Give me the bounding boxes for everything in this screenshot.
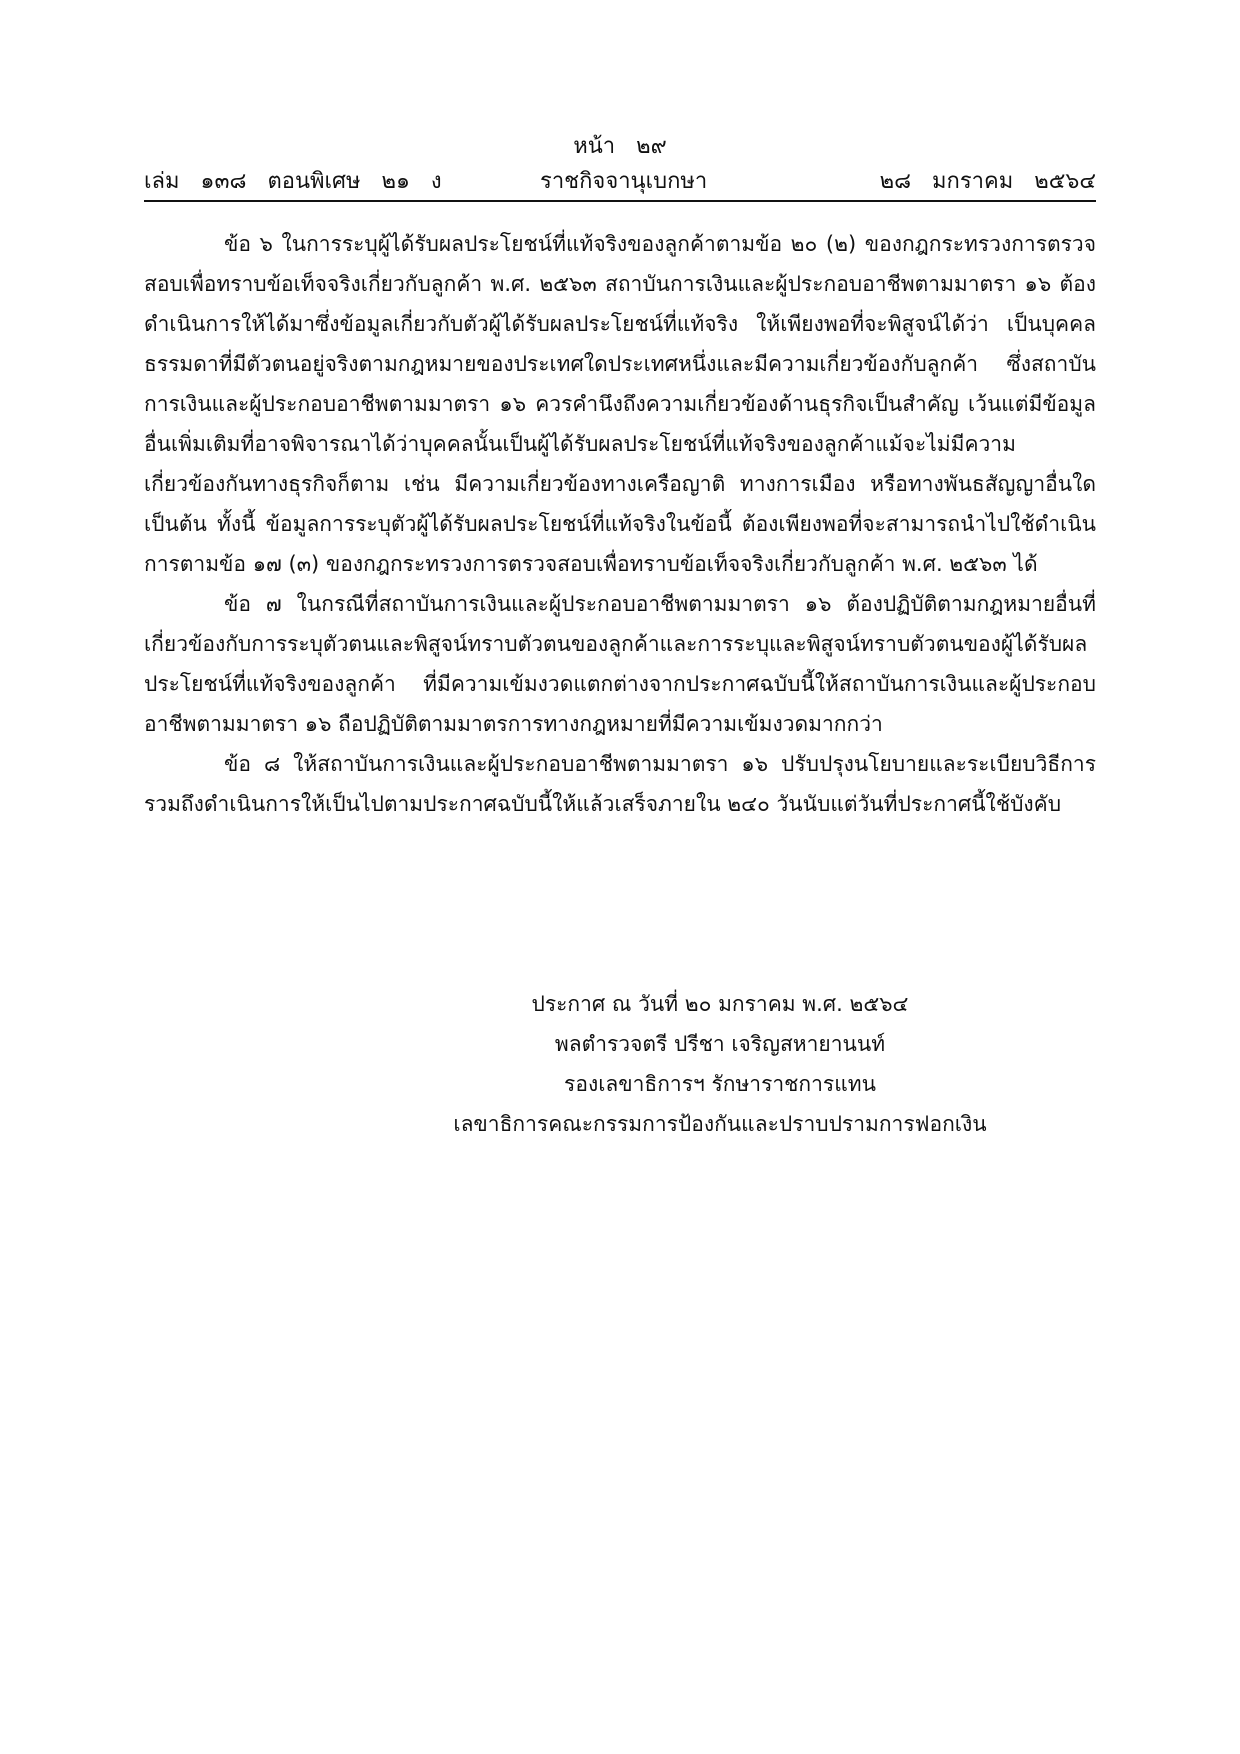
clause-8: ข้อ ๘ ให้สถาบันการเงินและผู้ประกอบอาชีพตามมาตรา ๑๖ ปรับปรุงนโยบายและระเบียบวิธีการรวมถึงดำเนินการให้เป็นไปตามประกาศฉบับนี้ให้แล้วเสร็จภายใน ๒๔๐ วันนับแต่วันที่ประกาศนี้ใช้บังคับ — [144, 752, 1096, 816]
announcement-date: ประกาศ ณ วันที่ ๒๐ มกราคม พ.ศ. ๒๕๖๔ — [531, 992, 909, 1016]
issue-info: เล่ม ๑๓๘ ตอนพิเศษ ๒๑ ง — [144, 169, 442, 194]
gazette-header — [144, 163, 1096, 203]
publication-date: ๒๘ มกราคม ๒๕๖๔ — [879, 169, 1096, 194]
clause-6: ข้อ ๖ ในการระบุผู้ได้รับผลประโยชน์ที่แท้จริงของลูกค้าตามข้อ ๒๐ (๒) ของกฎกระทรวงการตรวจสอบเพื่อทราบข้อเท็จจริงเกี่ยวกับลูกค้า พ.ศ. ๒๕๖๓ สถาบันการเงินและผู้ประกอบอาชีพตามมาตรา ๑๖ ต้องดำเนินการให้ได้มาซึ่งข้อมูลเกี่ยวกับตัวผู้ได้รับผลประโยชน์ที่แท้จริง ให้เพียงพอที่จะพิสูจน์ได้ว่า เป็นบุคคลธรรมดาที่มีตัวตนอยู่จริงตามกฎหมายของประเทศใดประเทศหนึ่งและมีความเกี่ยวข้องกับลูกค้า ซึ่งสถาบันการเงินและผู้ประกอบอาชีพตามมาตรา ๑๖ ควรคำนึงถึงความเกี่ยวข้องด้านธุรกิจเป็นสำคัญ เว้นแต่มีข้อมูลอื่นเพิ่มเติมที่อาจพิจารณาได้ว่าบุคคลนั้นเป็นผู้ได้รับผลประโยชน์ที่แท้จริงของลูกค้าแม้จะไม่มีความเกี่ยวข้องกันทางธุรกิจก็ตาม เช่น มีความเกี่ยวข้องทางเครือญาติ ทางการเมือง หรือทางพันธสัญญาอื่นใด เป็นต้น ทั้งนี้ ข้อมูลการระบุตัวผู้ได้รับผลประโยชน์ที่แท้จริงในข้อนี้ ต้องเพียงพอที่จะสามารถนำไปใช้ดำเนินการตามข้อ ๑๗ (๓) ของกฎกระทรวงการตรวจสอบเพื่อทราบข้อเท็จจริงเกี่ยวกับลูกค้า พ.ศ. ๒๕๖๓ ได้ — [144, 232, 1096, 576]
signatory-title: เลขาธิการคณะกรรมการป้องกันและปราบปรามการฟอกเงิน — [453, 1112, 987, 1136]
page-number: หน้า ๒๙ — [573, 134, 667, 159]
signature-block — [340, 984, 1100, 1144]
header-divider — [144, 200, 1096, 202]
clause-7: ข้อ ๗ ในกรณีที่สถาบันการเงินและผู้ประกอบอาชีพตามมาตรา ๑๖ ต้องปฏิบัติตามกฎหมายอื่นที่เกี่ยวข้องกับการระบุตัวตนและพิสูจน์ทราบตัวตนของลูกค้าและการระบุและพิสูจน์ทราบตัวตนของผู้ได้รับผลประโยชน์ที่แท้จริงของลูกค้า ที่มีความเข้มงวดแตกต่างจากประกาศฉบับนี้ให้สถาบันการเงินและผู้ประกอบอาชีพตามมาตรา ๑๖ ถือปฏิบัติตามมาตรการทางกฎหมายที่มีความเข้มงวดมากกว่า — [144, 592, 1096, 736]
document-body — [144, 224, 1096, 824]
signatory-name: พลตำรวจตรี ปรีชา เจริญสหายานนท์ — [554, 1032, 886, 1056]
gazette-name: ราชกิจจานุเบกษา — [540, 169, 708, 194]
signatory-position: รองเลขาธิการฯ รักษาราชการแทน — [564, 1072, 876, 1096]
